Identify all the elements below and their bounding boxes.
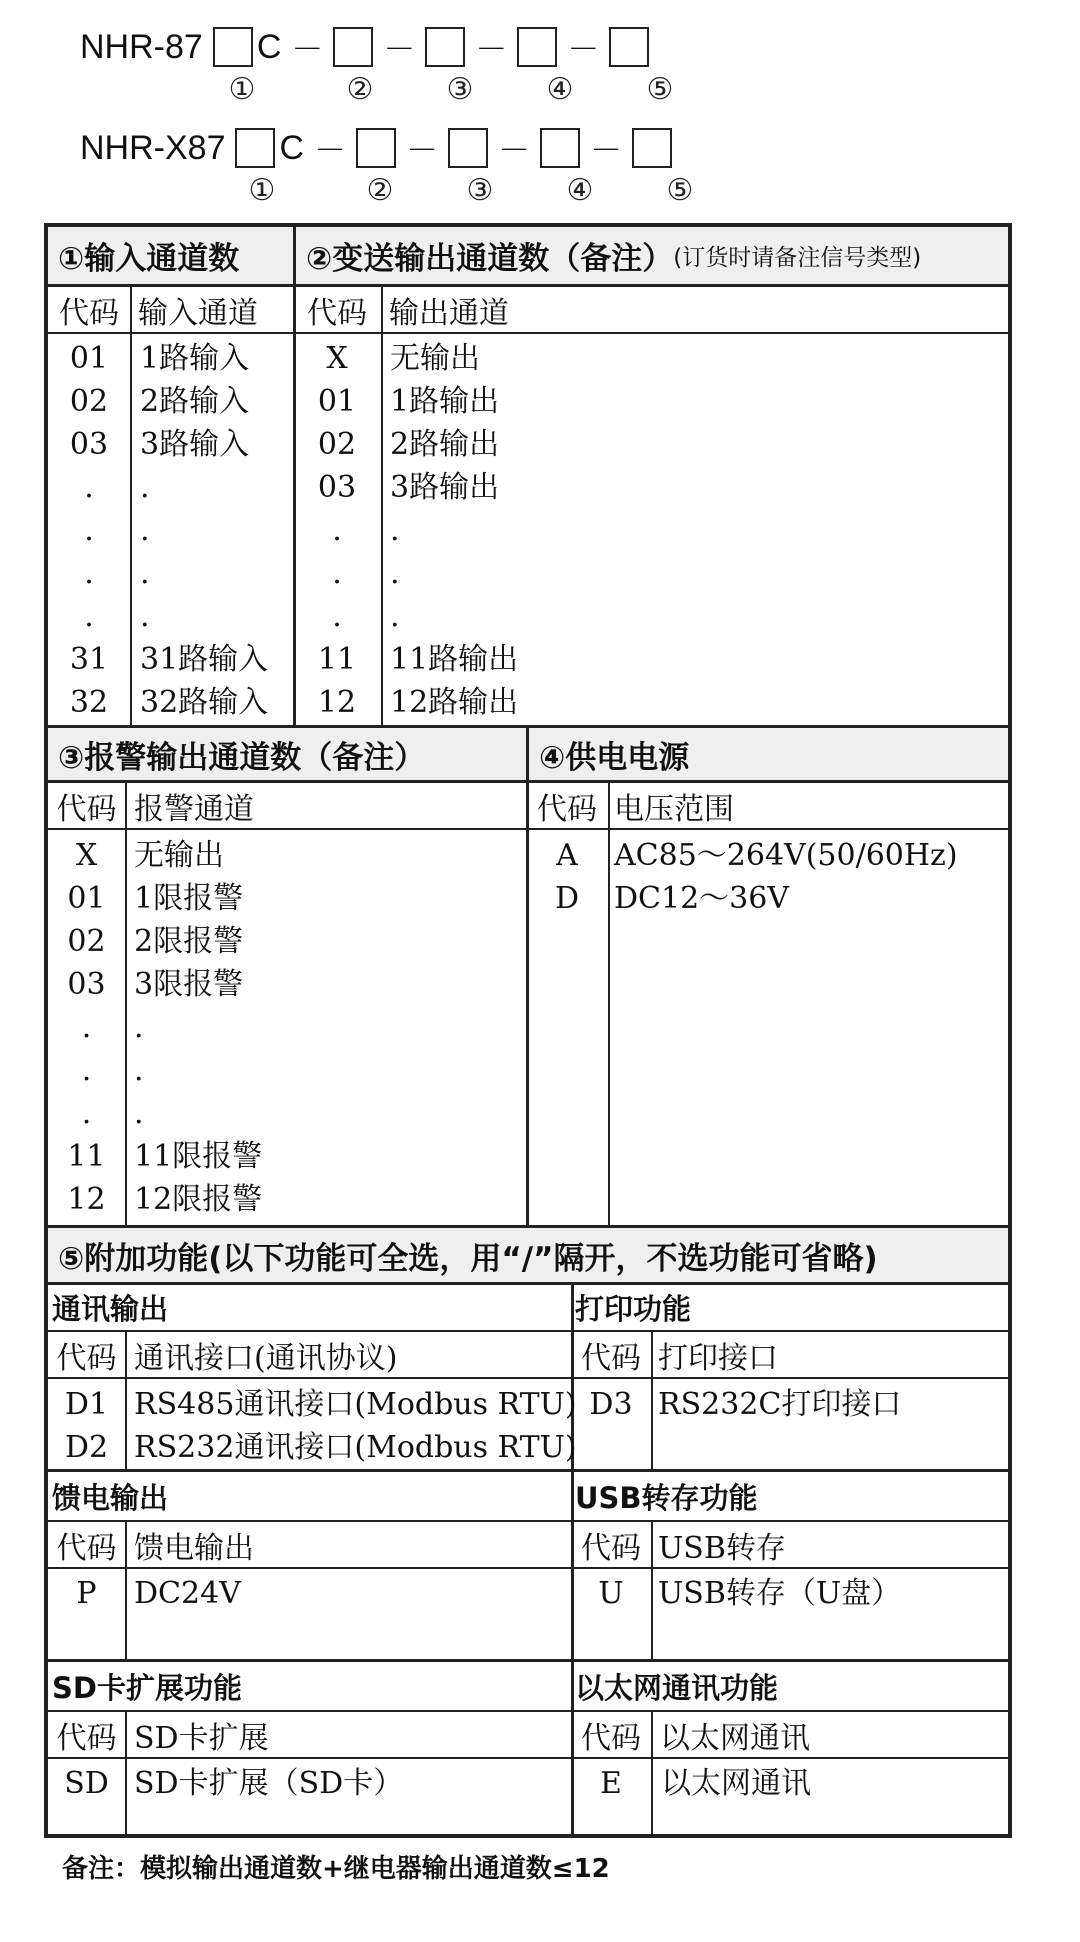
row-code: X	[75, 838, 98, 873]
row-label: .	[390, 599, 400, 634]
model-prefix: NHR-87	[80, 27, 203, 66]
col-name: 以太网通讯	[660, 1720, 810, 1756]
col-name: 打印接口	[658, 1340, 778, 1376]
dash: －	[590, 132, 623, 168]
section1-col-header	[48, 287, 293, 334]
marker: ⑤	[666, 173, 694, 208]
section2-col-header	[293, 287, 1008, 334]
section5-sd-eth	[48, 1662, 1008, 1838]
marker: ③	[466, 173, 494, 208]
sd-title-text: SD卡扩展功能	[52, 1670, 242, 1705]
row-label: 1路输出	[390, 384, 500, 419]
col-code: 代码	[537, 791, 597, 827]
col-code: 代码	[56, 1340, 117, 1376]
row-code: P	[76, 1576, 97, 1611]
divider	[571, 1662, 574, 1838]
divider	[651, 1712, 653, 1838]
row-code: U	[598, 1576, 624, 1611]
col-code: 代码	[56, 1720, 117, 1756]
dash: －	[314, 132, 347, 168]
section2-codes	[293, 337, 381, 724]
print-names	[658, 1383, 901, 1426]
col-code: 代码	[56, 791, 117, 827]
marker: ①	[228, 72, 256, 107]
comm-names	[134, 1383, 577, 1469]
divider	[130, 287, 132, 725]
row-code: .	[84, 599, 94, 634]
eth-codes	[571, 1762, 651, 1805]
dash: －	[291, 31, 324, 67]
row-code: 01	[69, 341, 109, 376]
row-code: .	[84, 513, 94, 548]
col-name: 输入通道	[138, 295, 258, 331]
eth-title	[571, 1662, 1008, 1712]
col-code: 代码	[581, 1720, 641, 1756]
row-code: 02	[317, 427, 357, 462]
row-label: 无输出	[390, 341, 480, 376]
row-label: .	[134, 1096, 144, 1131]
dash: －	[406, 132, 439, 168]
divider	[125, 1522, 127, 1659]
row-label: .	[140, 599, 150, 634]
print-title-text: 打印功能	[575, 1292, 692, 1326]
usb-title-text: USB转存功能	[575, 1480, 758, 1515]
col-name: 通讯接口(通讯协议)	[134, 1340, 398, 1376]
row-label: 3限报警	[134, 967, 244, 1002]
row-label: 2路输入	[140, 384, 250, 419]
usb-title	[571, 1472, 1008, 1522]
code-box-2	[333, 27, 373, 67]
section1-title-text: ①输入通道数	[58, 241, 240, 277]
row-label: 11路输出	[390, 642, 519, 677]
row-label: DC12～36V	[614, 881, 790, 916]
usb-codes	[571, 1572, 651, 1615]
usb-col-header	[571, 1522, 1008, 1569]
print-codes	[571, 1383, 651, 1426]
code-box-3	[425, 27, 465, 67]
print-title	[571, 1285, 1008, 1332]
section-alarm-power	[48, 728, 1008, 1228]
model-code-1	[80, 24, 649, 70]
section5-feed-usb	[48, 1472, 1008, 1662]
row-code: D3	[589, 1387, 633, 1422]
col-name: 电压范围	[614, 791, 734, 827]
feed-title-text: 馈电输出	[52, 1480, 169, 1515]
divider	[125, 783, 127, 1225]
feed-title	[48, 1472, 571, 1522]
sd-names	[134, 1762, 403, 1805]
sd-title	[48, 1662, 571, 1712]
col-name: SD卡扩展	[134, 1720, 269, 1756]
row-code: E	[600, 1766, 622, 1801]
col-name: 输出通道	[389, 295, 509, 331]
section4-title-text: ④供电电源	[539, 739, 690, 776]
model-mid: C	[279, 128, 305, 167]
section1-codes	[48, 337, 130, 724]
section2-title-text: ②变送输出通道数（备注）	[306, 241, 674, 277]
code-box-3	[448, 128, 488, 168]
code-box-1	[235, 128, 275, 168]
print-col-header	[571, 1332, 1008, 1379]
divider	[381, 287, 383, 725]
section1-title	[48, 227, 293, 287]
section1-names	[140, 337, 268, 724]
dash: －	[383, 31, 416, 67]
row-label: 2路输出	[390, 427, 500, 462]
row-code: 01	[317, 384, 357, 419]
row-label: .	[390, 513, 400, 548]
row-label: 2限报警	[134, 924, 244, 959]
col-name: USB转存	[658, 1530, 786, 1566]
section-input-output	[48, 227, 1008, 728]
marker: ②	[366, 173, 394, 208]
section3-title	[48, 728, 526, 783]
marker: ④	[566, 173, 594, 208]
row-code: D2	[64, 1430, 109, 1465]
row-label: .	[134, 1053, 144, 1088]
row-label: 3路输出	[390, 470, 500, 505]
section3-codes	[48, 834, 125, 1221]
divider	[571, 1472, 574, 1659]
eth-names	[661, 1762, 811, 1805]
row-label: .	[140, 556, 150, 591]
model-code-2	[80, 125, 672, 171]
section4-codes	[526, 834, 608, 920]
row-code: D1	[64, 1387, 109, 1422]
row-code: .	[81, 1010, 92, 1045]
row-label: RS232C打印接口	[658, 1387, 902, 1422]
row-code: 02	[67, 924, 106, 959]
row-label: 11限报警	[134, 1139, 263, 1174]
row-code: 03	[67, 967, 106, 1002]
row-code: 31	[69, 642, 109, 677]
divider	[651, 1522, 653, 1659]
row-code: .	[332, 513, 342, 548]
section5-comm-print	[48, 1285, 1008, 1472]
row-code: 11	[67, 1139, 106, 1174]
section2-title	[293, 227, 1008, 287]
feed-names	[134, 1572, 241, 1615]
col-name: 报警通道	[134, 791, 254, 827]
row-label: 12路输出	[390, 685, 519, 720]
row-code: .	[332, 556, 342, 591]
eth-col-header	[571, 1712, 1008, 1759]
row-code: D	[554, 881, 580, 916]
code-box-4	[517, 27, 557, 67]
row-label: .	[390, 556, 400, 591]
section3-col-header	[48, 783, 526, 830]
row-label: AC85～264V(50/60Hz)	[614, 838, 958, 873]
section2-names	[390, 337, 518, 724]
dash: －	[498, 132, 531, 168]
col-code: 代码	[581, 1340, 641, 1376]
row-label: .	[134, 1010, 144, 1045]
section3-names	[134, 834, 262, 1221]
row-label: .	[140, 513, 150, 548]
row-code: 03	[69, 427, 109, 462]
row-code: .	[332, 599, 342, 634]
eth-title-text: 以太网通讯功能	[575, 1670, 779, 1705]
row-label: 3路输入	[140, 427, 250, 462]
row-label: RS485通讯接口(Modbus RTU)	[134, 1387, 577, 1422]
row-code: 03	[317, 470, 357, 505]
row-code: 02	[69, 384, 109, 419]
divider	[526, 728, 529, 1225]
row-code: .	[81, 1096, 92, 1131]
col-code: 代码	[59, 295, 119, 331]
row-label: 1路输入	[140, 341, 250, 376]
code-box-2	[356, 128, 396, 168]
dash: －	[475, 31, 508, 67]
row-label: SD卡扩展（SD卡）	[134, 1766, 404, 1801]
divider	[125, 1332, 127, 1469]
code-box-5	[632, 128, 672, 168]
row-label: 31路输入	[140, 642, 269, 677]
code-box-5	[609, 27, 649, 67]
section3-title-text: ③报警输出通道数（备注）	[58, 739, 426, 776]
divider	[125, 1712, 127, 1838]
row-code: 01	[67, 881, 106, 916]
section2-title-note: (订货时请备注信号类型)	[673, 245, 922, 271]
row-code: .	[84, 556, 94, 591]
row-code: X	[326, 341, 348, 376]
row-label: RS232通讯接口(Modbus RTU)	[134, 1430, 577, 1465]
section4-title	[526, 728, 1008, 783]
row-label: USB转存（U盘）	[658, 1576, 902, 1611]
row-label: 以太网通讯	[661, 1766, 811, 1801]
col-name: 馈电输出	[134, 1530, 254, 1566]
model-mid: C	[256, 27, 282, 66]
code-box-1	[213, 27, 253, 67]
col-code: 代码	[581, 1530, 641, 1566]
row-code: .	[84, 470, 94, 505]
row-code: 32	[69, 685, 109, 720]
row-label: 1限报警	[134, 881, 244, 916]
sd-codes	[48, 1762, 125, 1805]
row-code: 11	[317, 642, 357, 677]
marker: ②	[346, 72, 374, 107]
code-box-4	[540, 128, 580, 168]
row-code: A	[556, 838, 578, 873]
comm-title-text: 通讯输出	[52, 1292, 169, 1326]
divider	[608, 783, 610, 1225]
usb-names	[658, 1572, 901, 1615]
comm-codes	[48, 1383, 125, 1469]
row-code: 12	[317, 685, 357, 720]
row-label: 32路输入	[140, 685, 269, 720]
marker: ④	[546, 72, 574, 107]
row-code: 12	[67, 1182, 106, 1217]
section5-title	[48, 1228, 1008, 1285]
marker: ③	[446, 72, 474, 107]
section4-col-header	[526, 783, 1008, 830]
row-label: DC24V	[134, 1576, 241, 1611]
comm-title	[48, 1285, 571, 1332]
marker: ⑤	[646, 72, 674, 107]
col-code: 代码	[56, 1530, 117, 1566]
row-label: 12限报警	[134, 1182, 263, 1217]
footnote: 备注：模拟输出通道数+继电器输出通道数≤12	[62, 1854, 610, 1884]
section5-title-text: ⑤附加功能(以下功能可全选，用“/”隔开，不选功能可省略)	[58, 1240, 878, 1277]
row-code: .	[81, 1053, 92, 1088]
divider	[651, 1332, 653, 1469]
col-code: 代码	[307, 295, 367, 331]
dash: －	[567, 31, 600, 67]
marker: ①	[248, 173, 276, 208]
feed-codes	[48, 1572, 125, 1615]
row-label: .	[140, 470, 150, 505]
model-prefix: NHR-X87	[80, 128, 226, 167]
row-code: SD	[64, 1766, 109, 1801]
section4-names	[614, 834, 958, 920]
row-label: 无输出	[134, 838, 224, 873]
spec-table	[44, 223, 1012, 1838]
